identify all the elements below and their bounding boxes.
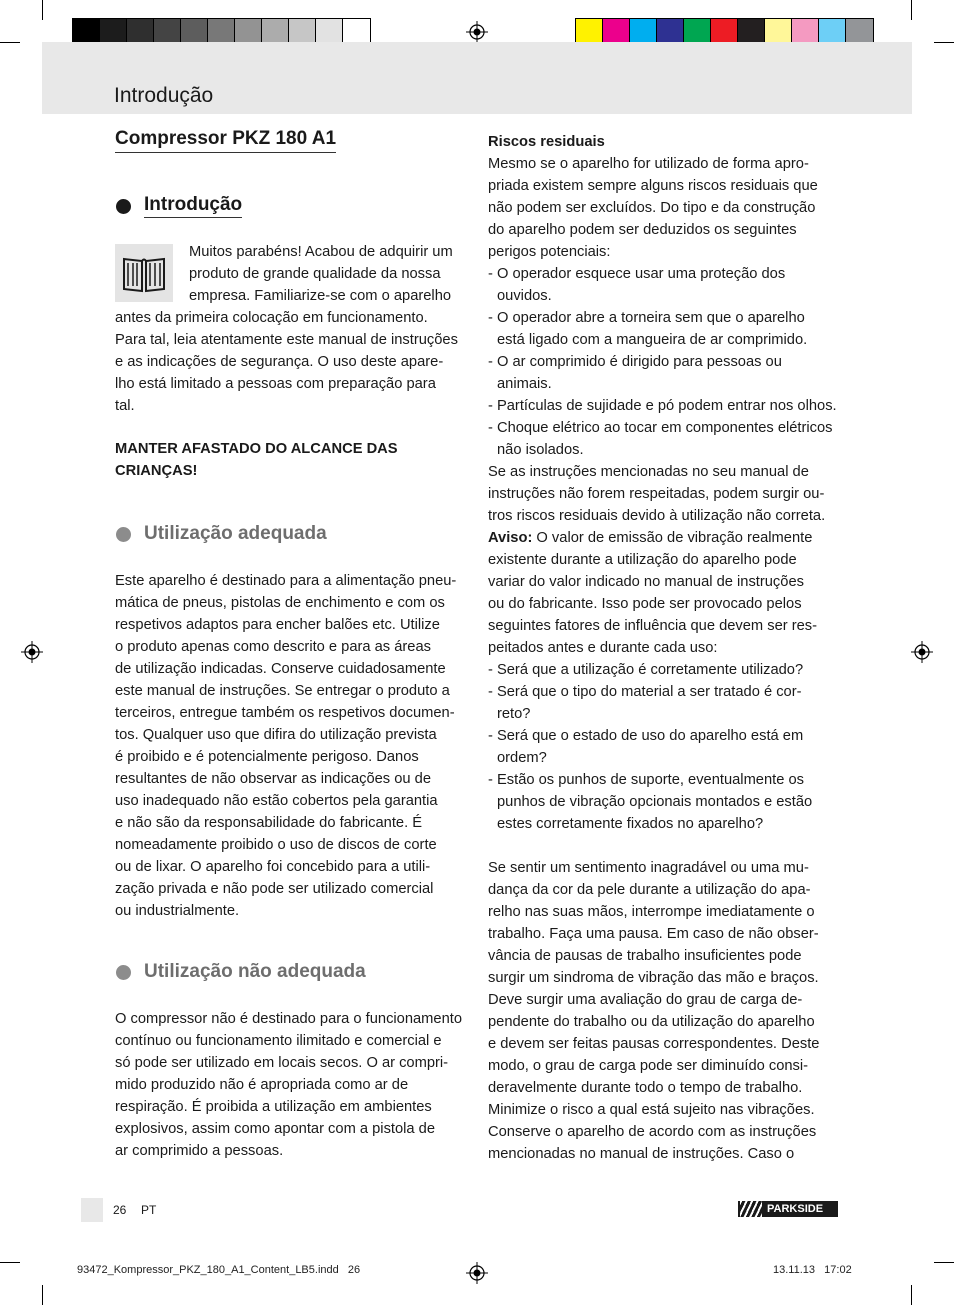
- paragraph-spacer: [488, 835, 848, 857]
- intro-text-beside-icon: [189, 241, 474, 307]
- text-line: mática de pneus, pistolas de enchimento e com os: [115, 595, 445, 611]
- section-heading-introduction: Introdução: [116, 194, 242, 218]
- residual-risks-text: [488, 153, 848, 1165]
- text-line: mido produzido não é apropriada como ar de: [115, 1077, 409, 1093]
- list-item-line: - Choque elétrico ao tocar em componentes elétricos: [488, 420, 833, 436]
- text-line: do aparelho podem ser deduzidos os seguintes: [488, 222, 797, 238]
- text-line: Muitos parabéns! Acabou de adquirir um: [189, 244, 453, 260]
- text-line: empresa. Familiarize-se com o aparelho: [189, 288, 452, 304]
- section-heading-improper-use: Utilização não adequada: [116, 961, 366, 984]
- list-item-line: - Estão os punhos de suporte, eventualmente os: [488, 772, 804, 788]
- warning-text: O valor de emissão de vibração realmente: [532, 530, 813, 546]
- text-line: Se as instruções mencionadas no seu manual de: [488, 464, 809, 480]
- text-line: trabalho. Faça uma pausa. Em caso de não obser-: [488, 926, 819, 942]
- text-line: uso inadequado não estão cobertos pela garantia: [115, 793, 438, 809]
- list-item-line: - O operador esquece usar uma proteção dos: [488, 266, 786, 282]
- crop-mark: [0, 1262, 20, 1263]
- list-item-line: punhos de vibração opcionais montados e estão: [497, 794, 813, 810]
- text-line: peitados antes e durante cada uso:: [488, 640, 718, 656]
- list-item-line: animais.: [497, 376, 552, 392]
- text-line: o produto apenas como descrito e para as áreas: [115, 639, 431, 655]
- text-line: perigos potenciais:: [488, 244, 611, 260]
- text-line: seguintes fatores de influência que devem ser res-: [488, 618, 818, 634]
- text-line: surgir um sindroma de vibração das mão e braços.: [488, 970, 819, 986]
- language-code: PT: [141, 1203, 157, 1217]
- text-line: tos. Qualquer uso que difira do utilização prevista: [115, 727, 437, 743]
- text-line: ou de lixar. O aparelho foi concebido para a utili-: [115, 859, 431, 875]
- text-line: antes da primeira colocação em funcionamento.: [115, 310, 428, 326]
- list-item-line: - O operador abre a torneira sem que o aparelho: [488, 310, 805, 326]
- list-item-line: reto?: [497, 706, 531, 722]
- slug-date: 13.11.13 17:02: [773, 1264, 852, 1276]
- text-line: Conserve o aparelho de acordo com as instruções: [488, 1124, 817, 1140]
- text-line: terceiros, entregue também os respetivos documen-: [115, 705, 455, 721]
- product-title: Compressor PKZ 180 A1: [115, 128, 336, 153]
- text-line: produto de grande qualidade da nossa: [189, 266, 441, 282]
- text-line: este manual de instruções. Se entregar o produto a: [115, 683, 450, 699]
- intro-text: [115, 307, 475, 417]
- crop-mark: [934, 1262, 954, 1263]
- text-line: nomeadamente proibido o uso de discos de corte: [115, 837, 437, 853]
- list-item-line: está ligado com a mangueira de ar comprimido.: [497, 332, 808, 348]
- text-line: ou industrialmente.: [115, 903, 240, 919]
- crop-mark: [42, 1285, 43, 1305]
- brand-logo: PARKSIDE: [738, 1201, 838, 1217]
- text-line: mencionadas no manual de instruções. Caso o: [488, 1146, 795, 1162]
- text-line: tal.: [115, 398, 135, 414]
- text-line: de utilização indicadas. Conserve cuidadosamente: [115, 661, 446, 677]
- text-line: deravelmente durante todo o tempo de trabalho.: [488, 1080, 803, 1096]
- bullet-dot-icon: [116, 965, 131, 980]
- text-line: Minimize o risco a qual está sujeito nas vibrações.: [488, 1102, 815, 1118]
- text-line: MANTER AFASTADO DO ALCANCE DAS: [115, 441, 398, 457]
- list-item-line: ouvidos.: [497, 288, 552, 304]
- children-warning: [115, 438, 475, 482]
- text-line: O compressor não é destinado para o funcionamento: [115, 1011, 462, 1027]
- manual-book-icon: [115, 244, 173, 302]
- text-line: tros riscos residuais devido à utilização não correta.: [488, 508, 826, 524]
- text-line: explosivos, assim como apontar com a pistola de: [115, 1121, 436, 1137]
- text-line: e não são da responsabilidade do fabricante. É: [115, 815, 423, 831]
- text-line: respetivos adaptos para encher balões etc. Utilize: [115, 617, 440, 633]
- text-line: ou do fabricante. Isso pode ser provocado pelos: [488, 596, 802, 612]
- text-line: e as indicações de segurança. O uso deste apare-: [115, 354, 444, 370]
- text-line: contínuo ou funcionamento ilimitado e comercial e: [115, 1033, 442, 1049]
- text-line: dança da cor da pele durante a utilização do apa-: [488, 882, 811, 898]
- crop-mark: [42, 0, 43, 20]
- text-line: pendente do trabalho ou da utilização do aparelho: [488, 1014, 815, 1030]
- list-item-line: ordem?: [497, 750, 547, 766]
- page-number-box: [81, 1198, 103, 1222]
- bullet-dot-icon: [116, 199, 131, 214]
- text-line: não podem ser excluídos. Do tipo e da construção: [488, 200, 816, 216]
- text-line: resultantes de não observar as indicações ou de: [115, 771, 431, 787]
- registration-mark-icon: [911, 641, 933, 663]
- text-line: instruções não forem respeitadas, podem surgir ou-: [488, 486, 825, 502]
- text-line: vância de pausas de trabalho insuficientes pode: [488, 948, 802, 964]
- text-line: é proibido e é potencialmente perigoso. Danos: [115, 749, 419, 765]
- list-item-line: não isolados.: [497, 442, 584, 458]
- text-line: Para tal, leia atentamente este manual de instruções: [115, 332, 458, 348]
- proper-use-text: [115, 570, 475, 922]
- crop-mark: [911, 1285, 912, 1305]
- brand-stripes-icon: [740, 1201, 762, 1217]
- list-item-line: estes corretamente fixados no aparelho?: [497, 816, 764, 832]
- page-number: 26: [113, 1203, 127, 1217]
- text-line: respiração. É proibida a utilização em ambientes: [115, 1099, 432, 1115]
- list-item-line: - Será que a utilização é corretamente utilizado?: [488, 662, 804, 678]
- registration-mark-icon: [466, 1262, 488, 1284]
- text-line: lho está limitado a pessoas com preparação para: [115, 376, 436, 392]
- text-line: priada existem sempre alguns riscos residuais que: [488, 178, 818, 194]
- text-line: Este aparelho é destinado para a alimentação pneu-: [115, 573, 457, 589]
- warning-label: Aviso:: [488, 530, 533, 546]
- text-line: Mesmo se o aparelho for utilizado de forma apro-: [488, 156, 809, 172]
- warning-line: [488, 527, 848, 549]
- registration-mark-icon: [21, 641, 43, 663]
- crop-mark: [934, 42, 954, 43]
- registration-mark-icon: [466, 21, 488, 43]
- text-line: ar comprimido a pessoas.: [115, 1143, 284, 1159]
- residual-risks-heading: Riscos residuais: [488, 134, 605, 150]
- list-item-line: - Será que o estado de uso do aparelho está em: [488, 728, 804, 744]
- text-line: modo, o grau de carga pode ser diminuído consi-: [488, 1058, 809, 1074]
- bullet-dot-icon: [116, 527, 131, 542]
- text-line: variar do valor indicado no manual de instruções: [488, 574, 804, 590]
- improper-use-text: [115, 1008, 475, 1162]
- text-line: e devem ser feitas pausas correspondentes. Deste: [488, 1036, 820, 1052]
- list-item-line: - Será que o tipo do material a ser tratado é cor-: [488, 684, 802, 700]
- list-item-line: - O ar comprimido é dirigido para pessoas ou: [488, 354, 782, 370]
- list-item-line: - Partículas de sujidade e pó podem entrar nos olhos.: [488, 398, 837, 414]
- text-line: Se sentir um sentimento inagradável ou uma mu-: [488, 860, 809, 876]
- text-line: CRIANÇAS!: [115, 463, 198, 479]
- text-line: zação privada e não pode ser utilizado comercial: [115, 881, 434, 897]
- text-line: relho nas suas mãos, interrompe imediatamente o: [488, 904, 815, 920]
- text-line: Deve surgir uma avaliação do grau de carga de-: [488, 992, 803, 1008]
- crop-mark: [0, 42, 20, 43]
- page-title: Introdução: [114, 84, 214, 107]
- text-line: existente durante a utilização do aparelho pode: [488, 552, 797, 568]
- section-heading-proper-use: Utilização adequada: [116, 523, 327, 546]
- crop-mark: [911, 0, 912, 20]
- slug-file: 93472_Kompressor_PKZ_180_A1_Content_LB5.indd 26: [77, 1264, 361, 1276]
- text-line: só pode ser utilizado em locais secos. O ar compri-: [115, 1055, 449, 1071]
